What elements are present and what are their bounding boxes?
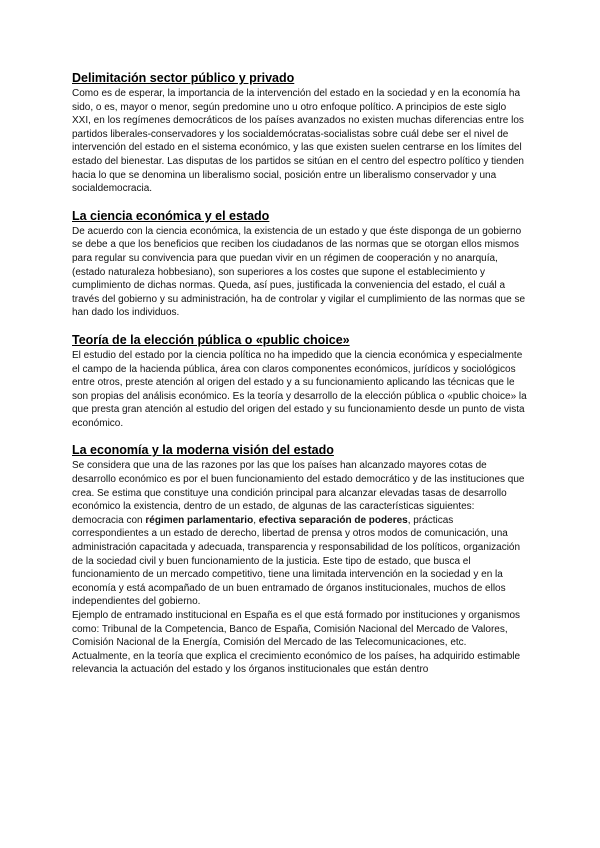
section-heading: Delimitación sector público y privado [72, 71, 295, 85]
section-heading: La ciencia económica y el estado [72, 208, 270, 223]
section-moderna-vision [72, 442, 527, 677]
paragraph-text: , [253, 514, 259, 526]
paragraph: Ejemplo de entramado institucional en España es el que está formado por instituciones y organismos como: Tribunal de la Competencia, Banco de España, Comisión Nacional del Mercado de Valores, Comisión Nacional de la Energía, Comisión del Mercado de las Telecomunicaciones, etc. [72, 610, 521, 649]
bold-term: efectiva separación de poderes [258, 514, 408, 526]
paragraph: De acuerdo con la ciencia económica, la existencia de un estado y que éste disponga de un gobierno se debe a que los beneficios que reciben los ciudadanos de las normas que se otorgan ellos mismos para regular su convivencia para que puedan vivir en un régimen de cooperación y no anarquía, (estado naturaleza hobbesiano), son superiores a los costes que supone el establecimiento y cumplimiento de dichas normas. Queda, así pues, justificada la conveniencia del estado, el cuál a través del gobierno y su administración, ha de controlar y vigilar el cumplimiento de las normas que se han dado los individuos. [72, 225, 526, 319]
section-public-choice [72, 332, 527, 431]
section-ciencia-economica [72, 208, 527, 320]
paragraph: Como es de esperar, la importancia de la intervención del estado en la sociedad y en la economía ha sido, o es, mayor o menor, según predomine uno u otro enfoque político. A principios de este siglo XXI, en los regímenes democráticos de los países avanzados no existen muchas diferencias entre los partidos liberales-conservadores y los socialdemócratas-socialistas sobre cuál debe ser el nivel de intervención del estado en el sistema económico, y las que existen suelen centrarse en los límites del estado del bienestar. Las disputas de los partidos se sitúan en el centro del espectro político y tienden hacia lo que se denomina un liberalismo social, posición entre un liberalismo conservador y una socialdemocracia. [72, 88, 524, 195]
bold-term: régimen parlamentario [145, 514, 254, 526]
document-page [72, 70, 527, 689]
section-heading: Teoría de la elección pública o «public choice» [72, 332, 350, 347]
paragraph: El estudio del estado por la ciencia política no ha impedido que la ciencia económica y especialmente el campo de la hacienda pública, área con claros componentes económicos, jurídicos y sociológicos entre otros, preste atención al origen del estado y a su funcionamiento aplicando las técnicas que le son propias del análisis económico. Es la teoría y desarrollo de la elección pública o «public choice» la que presta gran atención al estudio del origen del estado y su funcionamiento desde un punto de vista económico. [72, 349, 527, 429]
paragraph [72, 459, 527, 609]
paragraph-text: Se considera que una de las razones por las que los países han alcanzado mayores cotas de desarrollo económico es por el buen funcionamiento del estado democrático y de las instituciones que crea. Se estima que constituye una condición principal para alcanzar elevadas tasas de desarrollo económico la existencia, dentro de un estado, de algunas de las características siguientes: democracia con [72, 460, 525, 526]
section-delimitacion [72, 70, 527, 196]
section-heading: La economía y la moderna visión del estado [72, 443, 334, 458]
paragraph-text: , prácticas correspondientes a un estado de derecho, libertad de prensa y otros modos de comunicación, una administración capacitada y adecuada, transparencia y responsabilidad de los políticos, organización de la sociedad civil y buen funcionamiento de la justicia. Este tipo de estado, que busca el funcionamiento de un mercado competitivo, tiene una limitada intervención en la sociedad y en la economía y está acompañado de un buen entramado de órganos institucionales, muchos de ellos independientes del gobierno. [72, 514, 521, 608]
paragraph: Actualmente, en la teoría que explica el crecimiento económico de los países, ha adquirido estimable relevancia la actuación del estado y los órganos institucionales que están dentro [72, 650, 521, 676]
